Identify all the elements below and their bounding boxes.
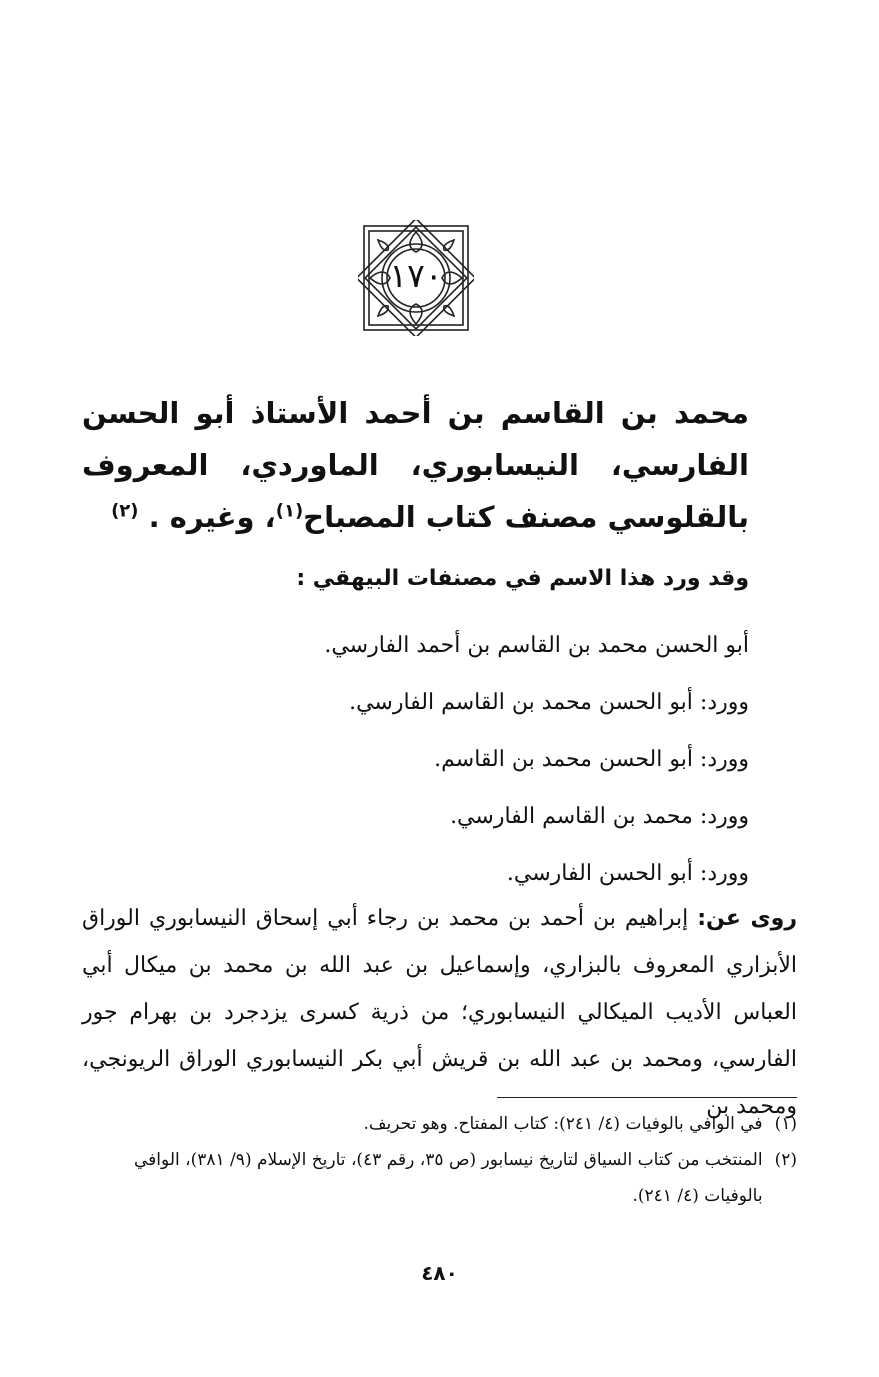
- footnote-ref-1[interactable]: (١): [275, 500, 304, 522]
- footnote-text: في الوافي بالوفيات (٤/ ٢٤١): كتاب المفتاح. وهو تحريف.: [363, 1114, 763, 1134]
- name-variant: وورد: أبو الحسن محمد بن القاسم.: [434, 747, 749, 772]
- footnotes-list: [82, 1106, 797, 1214]
- footnote-text: المنتخب من كتاب السياق لتاريخ نيسابور (ص ٣٥، رقم ٤٣)، تاريخ الإسلام (٩/ ٣٨١)، الوافي بالوفيات (٤/ ٢٤١).: [134, 1150, 763, 1206]
- entry-number: ١٧٠: [389, 256, 443, 295]
- name-variant: وورد: أبو الحسن محمد بن القاسم الفارسي.: [349, 690, 749, 715]
- page-number: ٤٨٠: [421, 1261, 458, 1285]
- name-variant: أبو الحسن محمد بن القاسم بن أحمد الفارسي.: [324, 633, 749, 658]
- entry-title-text: محمد بن القاسم بن أحمد الأستاذ أبو الحسن الفارسي، النيسابوري، الماوردي، المعروف بالقلوسي مصنف كتاب المصباح: [82, 396, 749, 534]
- name-variants-heading: وقد ورد هذا الاسم في مصنفات البيهقي :: [296, 566, 749, 591]
- name-variant: وورد: محمد بن القاسم الفارسي.: [450, 804, 749, 829]
- name-variants-list: [82, 617, 749, 902]
- footnote-item: [82, 1106, 797, 1142]
- narrated-from-paragraph: [82, 895, 797, 1130]
- footnote-ref-2[interactable]: (٢): [111, 500, 139, 522]
- narrated-from-label: روى عن:: [697, 906, 798, 931]
- footnote-divider: [497, 1097, 797, 1098]
- entry-title-after: ، وغيره .: [148, 500, 276, 534]
- narrated-from-text: إبراهيم بن أحمد بن محمد بن رجاء أبي إسحاق النيسابوري الوراق الأبزاري المعروف بالبزاري، وإسماعيل بن عبد الله بن محمد بن ميكال أبي العباس الأديب الميكالي النيسابوري؛ من ذرية كسرى يزدجرد بن بهرام جور الفارسي، ومحمد بن عبد الله بن قريش أبي بكر النيسابوري الوراق الريونجي، ومحمد بن: [82, 906, 797, 1119]
- footnote-mark: (٢): [774, 1150, 797, 1170]
- name-variant: وورد: أبو الحسن الفارسي.: [506, 861, 749, 886]
- footnote-item: [82, 1142, 797, 1214]
- footnote-mark: (١): [774, 1114, 797, 1134]
- entry-title: [82, 387, 749, 543]
